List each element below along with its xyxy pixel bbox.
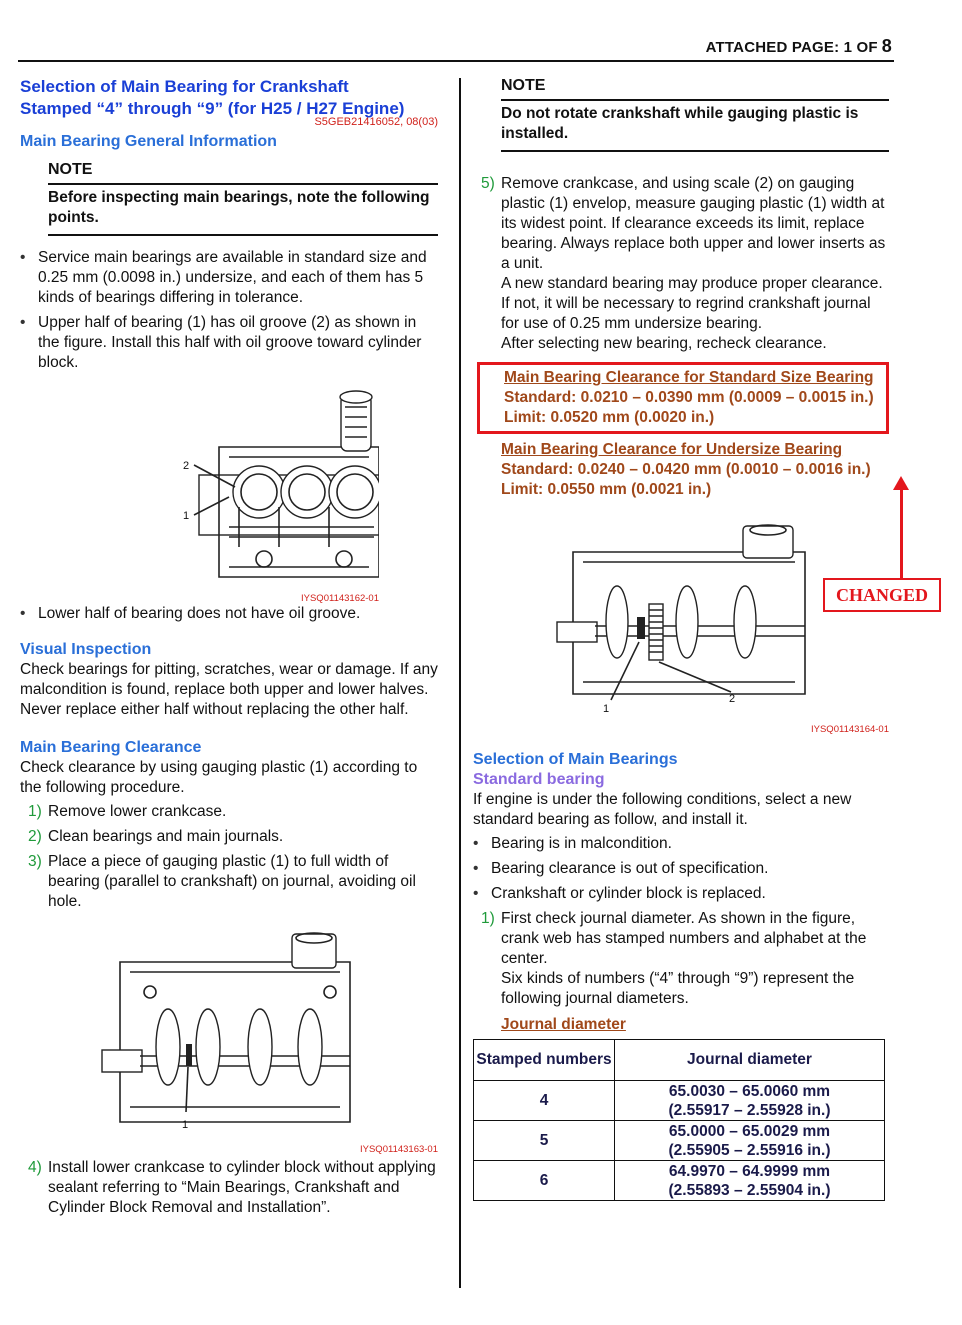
visual-inspection-body: Check bearings for pitting, scratches, wear or damage. If any malcondition is found, replace both upper and lower halves. Never replace either half without replacing the other half.	[20, 661, 438, 718]
spec-standard-title: Main Bearing Clearance for Standard Size Bearing	[504, 369, 874, 386]
figure-label-1: 1	[603, 703, 610, 715]
right-column	[473, 76, 889, 1201]
title-line-1: Selection of Main Bearing for Crankshaft	[20, 77, 349, 96]
section-title	[20, 76, 438, 120]
procedure-steps	[20, 802, 438, 912]
figure-caption: IYSQ01143163-01	[360, 1144, 438, 1155]
table-header-row	[474, 1040, 885, 1081]
journal-table-caption: Journal diameter	[501, 1016, 626, 1033]
figure-gauging-plastic	[20, 932, 438, 1154]
table-row	[474, 1081, 885, 1121]
selection-steps	[473, 909, 889, 1009]
changed-spec-box	[477, 362, 889, 434]
list-item: 4) Install lower crankcase to cylinder block without applying sealant referring to “Main Bearings, Crankshaft and Cylinder Block Removal and Installation”.	[28, 1159, 436, 1216]
step1-para-1: First check journal diameter. As shown in the figure, crank web has stamped numbers and alphabet at the center.	[501, 910, 867, 967]
bullet-list	[20, 248, 438, 373]
journal-diameter-value: 65.0030 – 65.0060 mm (2.55917 – 2.55928 in.)	[615, 1081, 885, 1121]
table-row	[474, 1161, 885, 1201]
crankshaft-measure-illustration	[473, 522, 889, 718]
stamped-number: 5	[474, 1121, 615, 1161]
main-bearing-clearance-heading: Main Bearing Clearance	[20, 739, 202, 756]
list-item: • Service main bearings are available in standard size and 0.25 mm (0.0098 in.) undersize, and each of them has 5 kinds of bearings differing in tolerance.	[20, 248, 438, 308]
stamped-number: 6	[474, 1161, 615, 1201]
spec-undersize-title: Main Bearing Clearance for Undersize Bearing	[501, 441, 843, 458]
spec-undersize-value: Standard: 0.0240 – 0.0420 mm (0.0010 – 0.0016 in.)	[501, 461, 871, 478]
table-row	[474, 1121, 885, 1161]
figure-caption: IYSQ01143162-01	[301, 593, 379, 604]
list-item: 1) Remove lower crankcase.	[28, 803, 227, 820]
selection-heading: Selection of Main Bearings	[473, 751, 678, 768]
spec-standard-value: Standard: 0.0210 – 0.0390 mm (0.0009 – 0.0015 in.)	[504, 389, 874, 406]
changed-label: CHANGED	[823, 578, 941, 612]
figure-caption: IYSQ01143164-01	[811, 724, 889, 735]
list-item: • Crankshaft or cylinder block is replaced.	[473, 884, 889, 904]
journal-diameter-table	[473, 1039, 885, 1201]
figure-label-1: 1	[182, 1119, 189, 1131]
general-info-heading: Main Bearing General Information	[20, 133, 277, 150]
note-body: Do not rotate crankshaft while gauging plastic is installed.	[501, 104, 889, 152]
condition-list	[473, 834, 889, 904]
spec-undersize	[473, 440, 889, 500]
spec-standard-limit: Limit: 0.0520 mm (0.0020 in.)	[504, 409, 715, 426]
note-box	[501, 76, 889, 152]
list-item: 5) Remove crankcase, and using scale (2) on gauging plastic (1) envelop, measure gauging plastic (1) width at its widest point. If clearance exceeds its limit, replace bearing. Always replace both upper and lower inserts as a unit. A new standard bearing may produce proper clearance. If not, it will be necessary to regrind crankshaft journal for use of 0.25 mm undersize bearing. After selecting new bearing, recheck clearance.	[473, 174, 889, 354]
step5-para-3: After selecting new bearing, recheck clearance.	[501, 335, 827, 352]
arrow-line	[900, 488, 903, 580]
page-total: 8	[881, 36, 892, 56]
figure-label-1: 1	[183, 510, 190, 522]
stamped-number: 4	[474, 1081, 615, 1121]
column-divider	[459, 78, 461, 1288]
header-stamped-numbers: Stamped numbers	[474, 1040, 615, 1081]
list-item: 2) Clean bearings and main journals.	[28, 828, 284, 845]
list-item: • Bearing clearance is out of specification.	[473, 859, 889, 879]
cylinder-block-illustration	[79, 387, 379, 587]
note-box	[48, 160, 438, 236]
list-item: 3) Place a piece of gauging plastic (1) to full width of bearing (parallel to crankshaft) on journal, avoiding oil hole.	[28, 853, 416, 910]
list-item: • Lower half of bearing does not have oil groove.	[20, 604, 438, 624]
list-item: 1) First check journal diameter. As shown in the figure, crank web has stamped numbers and alphabet at the center. Six kinds of numbers (“4” through “9”) represent the following journal diameters.	[473, 909, 889, 1009]
clearance-body: Check clearance by using gauging plastic (1) according to the following procedure.	[20, 759, 418, 796]
reference-code: S5GEB21416052, 08(03)	[314, 116, 438, 128]
figure-label-2: 2	[729, 693, 736, 705]
note-body: Before inspecting main bearings, note the following points.	[48, 188, 438, 236]
left-column	[20, 76, 438, 1223]
note-heading: NOTE	[501, 76, 889, 101]
list-item: • Upper half of bearing (1) has oil groove (2) as shown in the figure. Install this half with oil groove toward cylinder block.	[20, 313, 438, 373]
visual-inspection-heading: Visual Inspection	[20, 641, 152, 658]
header-journal-diameter: Journal diameter	[615, 1040, 885, 1081]
bullet-list-2	[20, 604, 438, 624]
step1-para-2: Six kinds of numbers (“4” through “9”) represent the following journal diameters.	[501, 970, 855, 1007]
procedure-step-5	[473, 174, 889, 354]
journal-diameter-value: 65.0000 – 65.0029 mm (2.55905 – 2.55916 in.)	[615, 1121, 885, 1161]
header-rule	[18, 60, 894, 62]
crankshaft-illustration	[20, 932, 438, 1138]
selection-body: If engine is under the following conditions, select a new standard bearing as follow, and install it.	[473, 791, 852, 828]
spec-undersize-limit: Limit: 0.0550 mm (0.0021 in.)	[501, 481, 712, 498]
step5-para-2: A new standard bearing may produce proper clearance. If not, it will be necessary to regrind crankshaft journal for use of 0.25 mm undersize bearing.	[501, 275, 883, 332]
figure-scale-measure	[473, 522, 889, 735]
list-item: • Bearing is in malcondition.	[473, 834, 889, 854]
figure-label-2: 2	[183, 460, 190, 472]
title-line-2: Stamped “4” through “9” (for H25 / H27 Engine)	[20, 99, 405, 118]
page-label: ATTACHED PAGE: 1 OF	[705, 39, 878, 56]
note-heading: NOTE	[48, 160, 438, 185]
step5-para-1: Remove crankcase, and using scale (2) on gauging plastic (1) envelop, measure gauging plastic (1) width at its widest point. If clearance exceeds its limit, replace bearing. Always replace both upper and lower inserts as a unit.	[501, 175, 886, 272]
page-number	[706, 36, 892, 57]
standard-bearing-heading: Standard bearing	[473, 771, 605, 788]
journal-diameter-value: 64.9970 – 64.9999 mm (2.55893 – 2.55904 in.)	[615, 1161, 885, 1201]
procedure-step-4	[20, 1158, 438, 1218]
figure-upper-bearing	[79, 387, 379, 602]
